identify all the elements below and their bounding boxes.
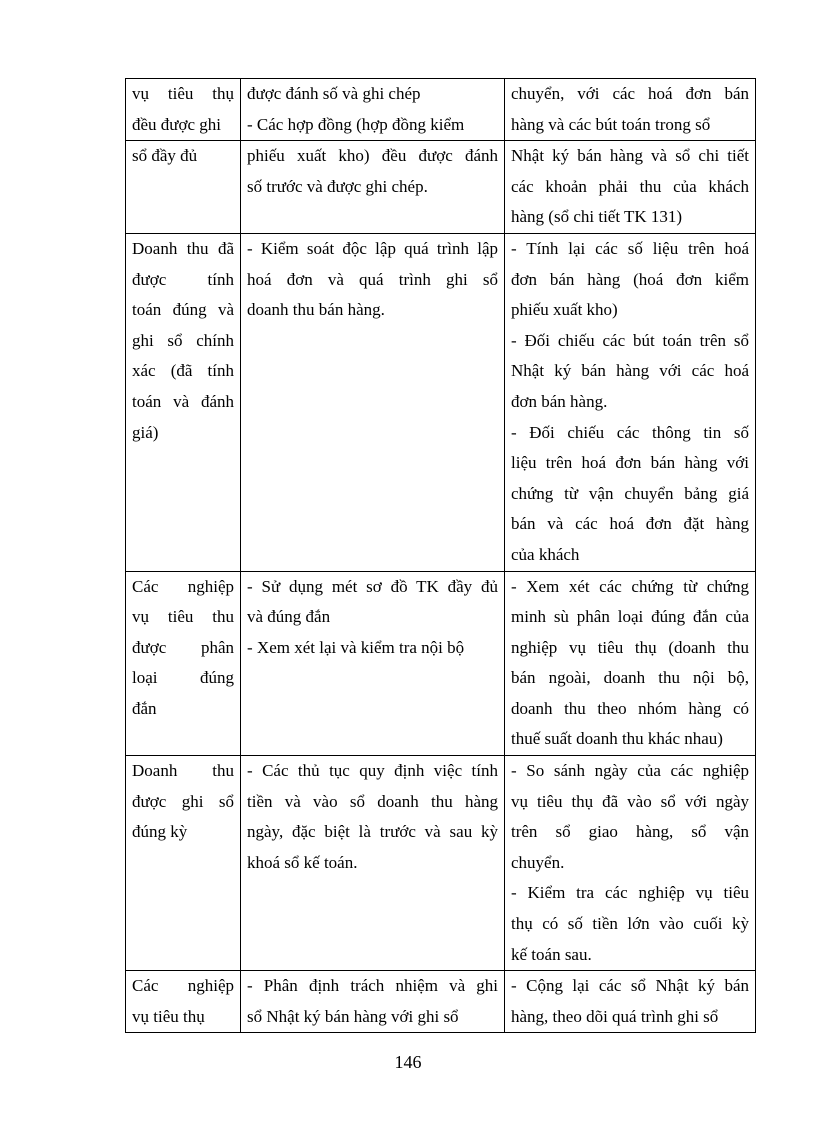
cell-text-line: - So sánh ngày của các nghiệp — [511, 761, 749, 781]
cell-text-line: loại đúng — [132, 668, 234, 688]
test-cell — [505, 971, 756, 1033]
table-row — [126, 571, 756, 756]
cell-text-line: vụ tiêu thụ — [132, 1006, 205, 1026]
cell-text-line: hoá đơn và quá trình ghi sổ — [247, 269, 498, 289]
cell-text-line: chứng từ vận chuyển bảng giá — [511, 483, 749, 503]
cell-text-line: phiếu xuất kho) — [511, 300, 618, 320]
cell-text-line: doanh thu theo nhóm hàng có — [511, 698, 749, 718]
cell-text-line: nghiệp vụ tiêu thụ (doanh thu — [511, 637, 749, 657]
table-row — [126, 756, 756, 971]
audit-procedures-table — [125, 78, 756, 1033]
test-cell — [505, 141, 756, 234]
cell-text-line: đơn bán hàng (hoá đơn kiểm — [511, 269, 749, 289]
test-cell — [505, 756, 756, 971]
control-cell — [241, 571, 505, 756]
objective-cell — [126, 571, 241, 756]
control-cell — [241, 756, 505, 971]
cell-text-line: của khách — [511, 544, 580, 564]
cell-text-line: liệu trên hoá đơn bán hàng với — [511, 453, 749, 473]
cell-text-line: đắn — [132, 698, 157, 718]
cell-text-line: khoá sổ kế toán. — [247, 852, 358, 872]
cell-text-line: - Đối chiếu các thông tin số — [511, 422, 749, 442]
cell-text-line: - Các hợp đồng (hợp đồng kiểm — [247, 114, 465, 134]
cell-text-line: - Xem xét các chứng từ chứng — [511, 576, 749, 596]
cell-text-line: trên sổ giao hàng, sổ vận — [511, 822, 749, 842]
cell-text-line: sổ đầy đủ — [132, 146, 198, 166]
cell-text-line: hàng (sổ chi tiết TK 131) — [511, 207, 683, 227]
cell-text-line: hàng và các bút toán trong sổ — [511, 114, 711, 134]
objective-cell — [126, 233, 241, 571]
cell-text-line: - Xem xét lại và kiểm tra nội bộ — [247, 637, 465, 657]
cell-text-line: doanh thu bán hàng. — [247, 300, 385, 320]
control-cell — [241, 233, 505, 571]
cell-text-line: vụ tiêu thụ — [132, 84, 234, 103]
objective-cell — [126, 79, 241, 141]
cell-text-line: vụ tiêu thụ đã vào sổ với ngày — [511, 791, 749, 811]
control-cell — [241, 141, 505, 234]
page-number: 146 — [394, 1052, 422, 1072]
cell-text-line: bán ngoài, doanh thu nội bộ, — [511, 668, 749, 688]
cell-text-line: xác (đã tính — [132, 361, 234, 381]
table-row — [126, 233, 756, 571]
cell-text-line: minh sù phân loại đúng đắn của — [511, 607, 749, 627]
cell-text-line: thụ có số tiền lớn vào cuối kỳ — [511, 914, 749, 934]
cell-text-line: chuyển, với các hoá đơn bán — [511, 84, 749, 103]
cell-text-line: - Tính lại các số liệu trên hoá — [511, 238, 749, 258]
cell-text-line: giá) — [132, 422, 159, 442]
table-row — [126, 79, 756, 141]
cell-text-line: sổ Nhật ký bán hàng với ghi sổ — [247, 1006, 459, 1026]
control-cell — [241, 971, 505, 1033]
cell-text-line: vụ tiêu thu — [132, 607, 234, 627]
cell-text-line: và đúng đắn — [247, 607, 331, 627]
cell-text-line: Các nghiệp — [132, 976, 234, 996]
cell-text-line: kế toán sau. — [511, 944, 592, 964]
control-cell — [241, 79, 505, 141]
cell-text-line: được phân — [132, 637, 234, 657]
cell-text-line: Nhật ký bán hàng với các hoá — [511, 361, 749, 381]
cell-text-line: Các nghiệp — [132, 576, 234, 596]
objective-cell — [126, 141, 241, 234]
table-body — [126, 79, 756, 1033]
test-cell — [505, 571, 756, 756]
objective-cell — [126, 971, 241, 1033]
table-row — [126, 141, 756, 234]
cell-text-line: Doanh thu — [132, 761, 234, 781]
cell-text-line: đơn bán hàng. — [511, 391, 608, 411]
cell-text-line: Doanh thu đã — [132, 238, 234, 258]
cell-text-line: ngày, đặc biệt là trước và sau kỳ — [247, 822, 498, 842]
cell-text-line: chuyển. — [511, 852, 565, 872]
cell-text-line: toán và đánh — [132, 391, 234, 411]
table-row — [126, 971, 756, 1033]
cell-text-line: toán đúng và — [132, 300, 234, 320]
cell-text-line: được đánh số và ghi chép — [247, 84, 421, 103]
cell-text-line: được ghi sổ — [132, 791, 234, 811]
cell-text-line: các khoản phải thu của khách — [511, 176, 749, 196]
cell-text-line: số trước và được ghi chép. — [247, 176, 428, 196]
cell-text-line: - Đối chiếu các bút toán trên sổ — [511, 330, 749, 350]
cell-text-line: đều được ghi — [132, 114, 222, 134]
cell-text-line: - Kiểm tra các nghiệp vụ tiêu — [511, 883, 749, 903]
cell-text-line: - Phân định trách nhiệm và ghi — [247, 976, 498, 996]
objective-cell — [126, 756, 241, 971]
cell-text-line: tiền và vào sổ doanh thu hàng — [247, 791, 498, 811]
cell-text-line: - Sử dụng mét sơ đồ TK đầy đủ — [247, 576, 498, 596]
cell-text-line: Nhật ký bán hàng và sổ chi tiết — [511, 146, 749, 166]
cell-text-line: bán và các hoá đơn đặt hàng — [511, 514, 749, 534]
cell-text-line: ghi sổ chính — [132, 330, 234, 350]
cell-text-line: được tính — [132, 269, 234, 289]
cell-text-line: đúng kỳ — [132, 822, 188, 842]
cell-text-line: phiếu xuất kho) đều được đánh — [247, 146, 498, 166]
cell-text-line: thuế suất doanh thu khác nhau) — [511, 729, 723, 749]
cell-text-line: hàng, theo dõi quá trình ghi sổ — [511, 1006, 719, 1026]
cell-text-line: - Cộng lại các sổ Nhật ký bán — [511, 976, 749, 996]
test-cell — [505, 79, 756, 141]
cell-text-line: - Kiểm soát độc lập quá trình lập — [247, 238, 498, 258]
test-cell — [505, 233, 756, 571]
cell-text-line: - Các thủ tục quy định việc tính — [247, 761, 498, 781]
